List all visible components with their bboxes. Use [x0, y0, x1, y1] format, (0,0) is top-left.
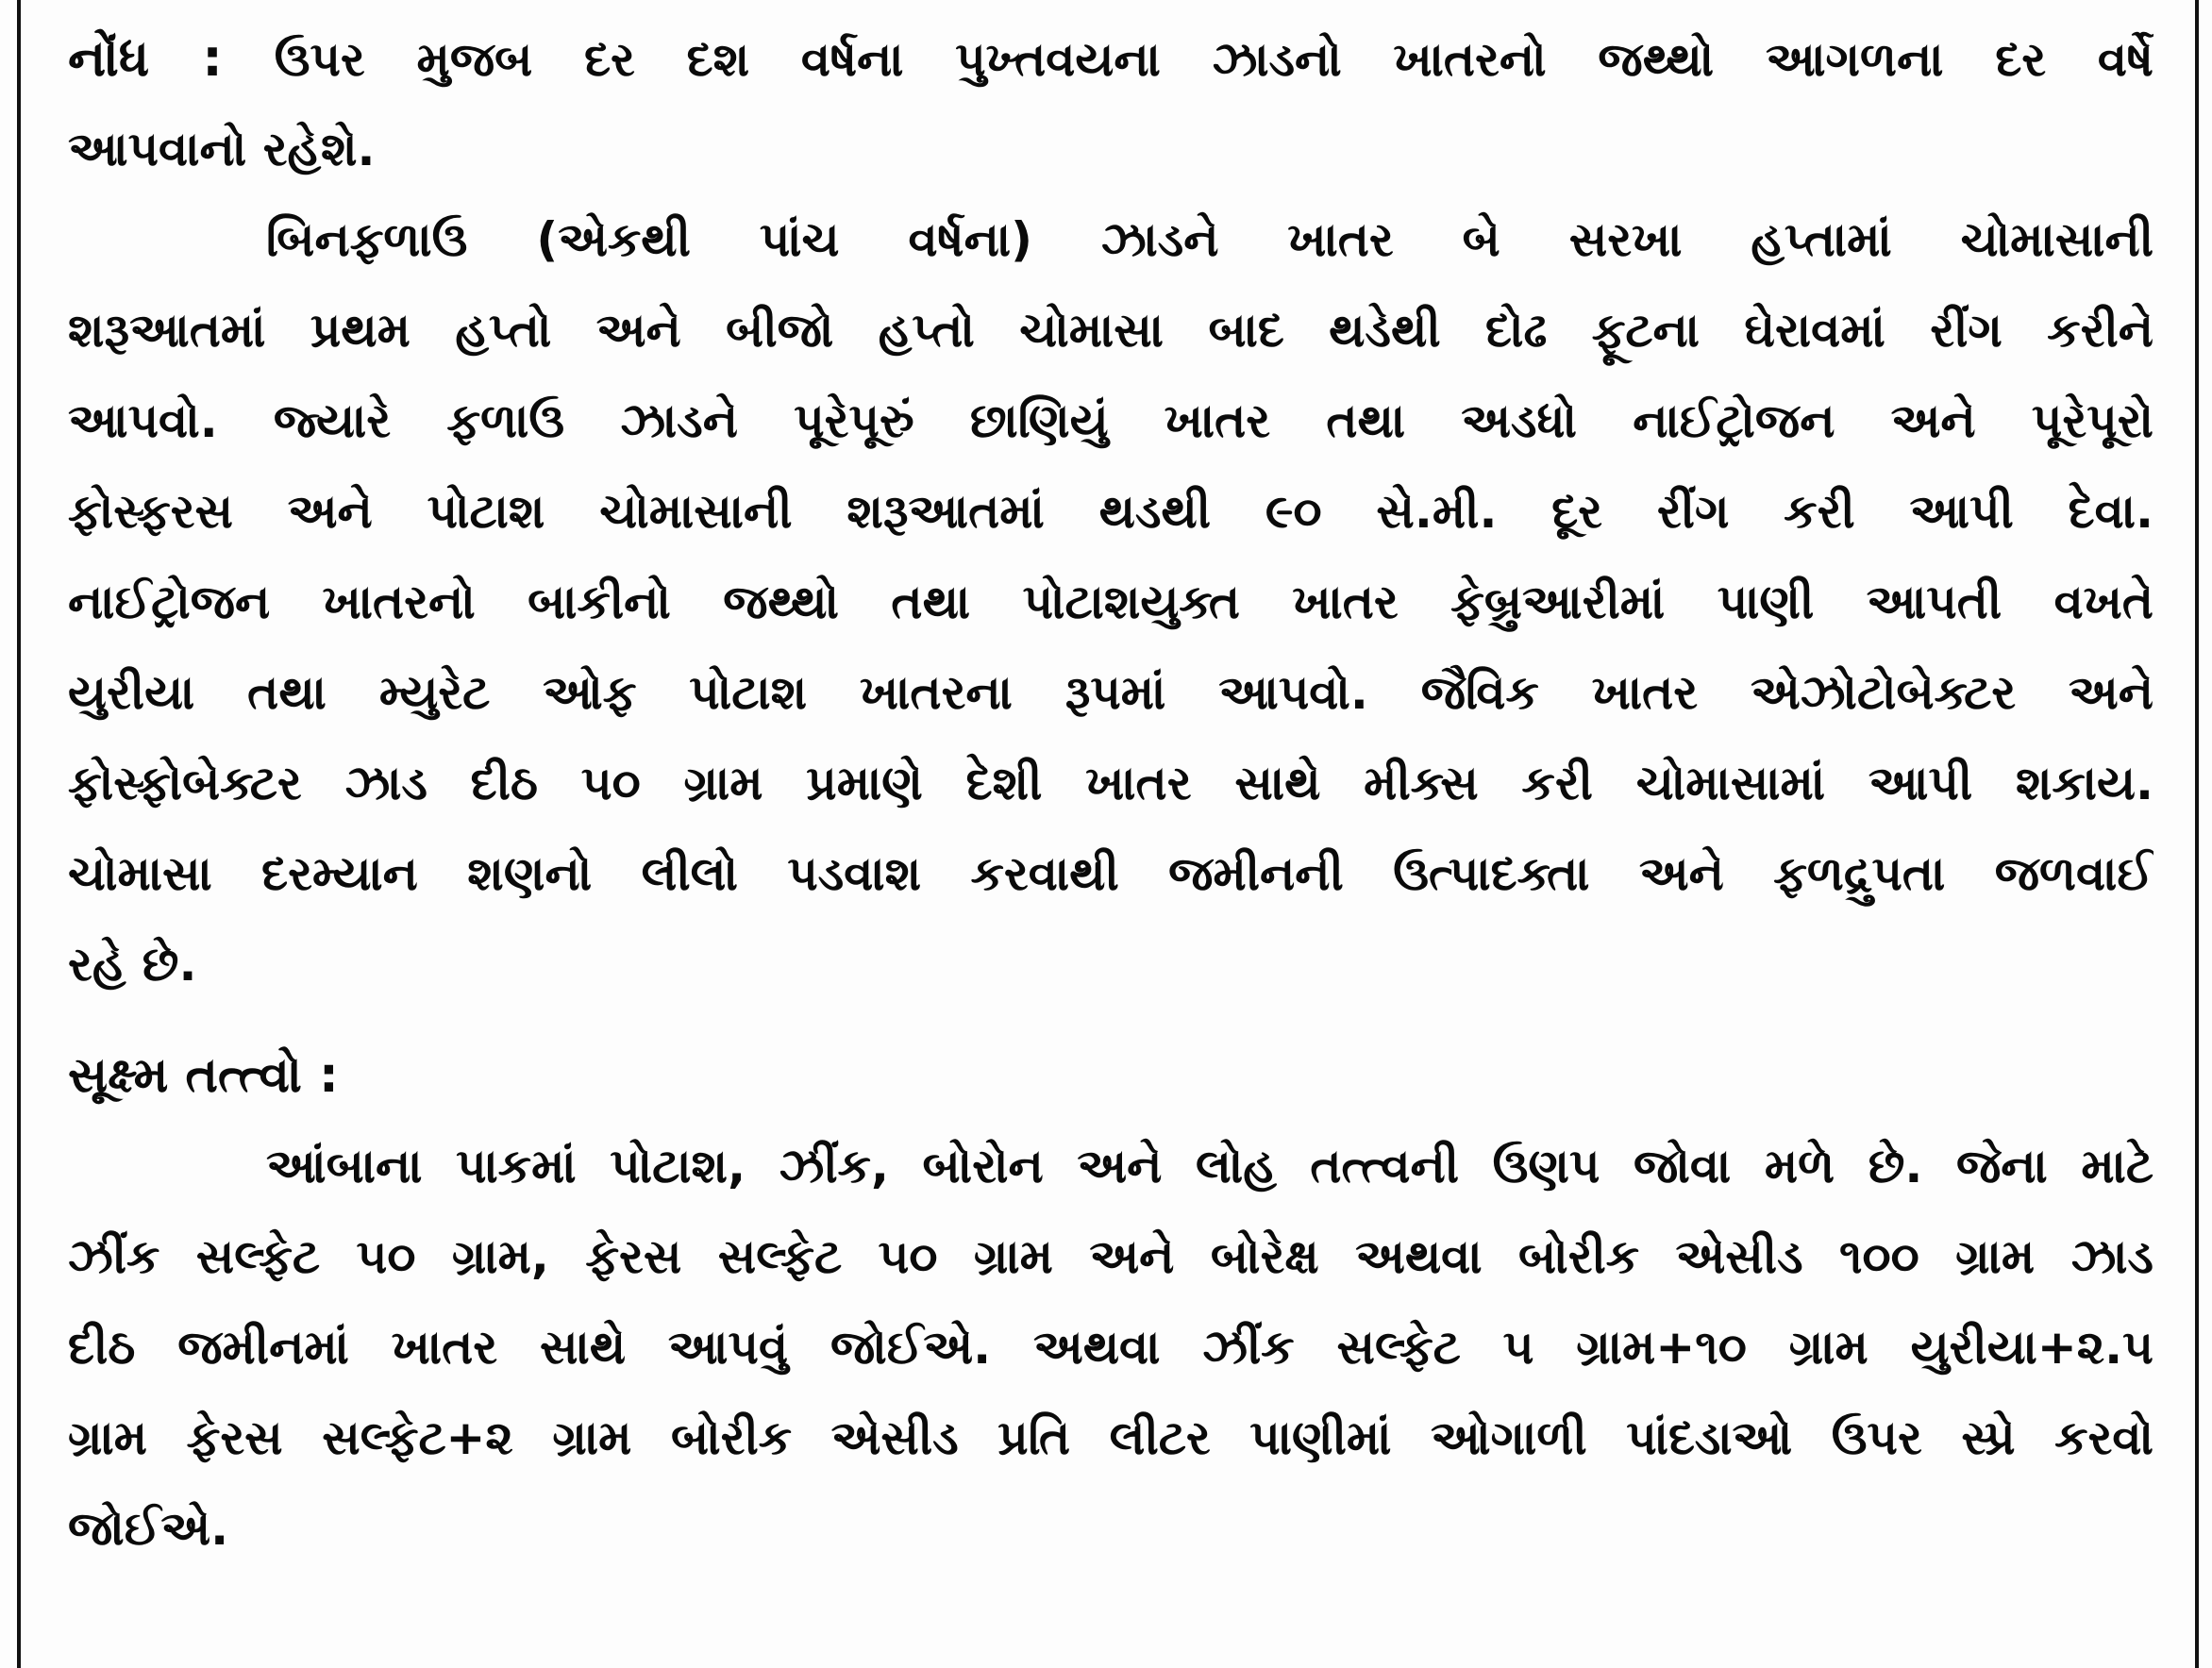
paragraph1-line-9: રહે છે.	[68, 937, 197, 992]
paragraph2-line-4: ગ્રામ ફેરસ સલ્ફેટ+૨ ગ્રામ બોરીક એસીડ પ્રતિ લીટર પાણીમાં ઓગાળી પાંદડાઓ ઉપર સ્પ્રે કરવો	[68, 1410, 2153, 1465]
paragraph1-line-3: આપવો. જ્યારે ફળાઉ ઝાડને પૂરેપૂરું છાણિયું ખાતર તથા અડધો નાઈટ્રોજન અને પૂરેપૂરો	[68, 393, 2153, 448]
note-line-2: આપવાનો રહેશે.	[68, 122, 376, 176]
paragraph-fertilizer	[68, 209, 2153, 1025]
paragraph-micronutrients	[68, 1136, 2153, 1589]
right-border-rule	[2195, 0, 2199, 1668]
paragraph1-line-6: યુરીયા તથા મ્યુરેટ ઓફ પોટાશ ખાતરના રૂપમાં આપવો. જૈવિક ખાતર એઝોટોબેક્ટર અને	[68, 665, 2153, 720]
paragraph2-line-3: દીઠ જમીનમાં ખાતર સાથે આપવું જોઈએ. અથવા ઝીંક સલ્ફેટ ૫ ગ્રામ+૧૦ ગ્રામ યુરીયા+૨.૫	[68, 1320, 2153, 1375]
document-body	[68, 28, 2153, 1589]
paragraph2-line-5: જોઈએ.	[68, 1501, 229, 1556]
note-block	[68, 28, 2153, 209]
note-label: નોંધ :	[68, 28, 223, 88]
paragraph2-line-1: આંબાના પાકમાં પોટાશ, ઝીંક, બોરોન અને લોહ તત્ત્વની ઉણપ જોવા મળે છે. જેના માટે	[266, 1139, 2153, 1193]
note-line-1	[68, 28, 2153, 119]
paragraph1-line-8: ચોમાસા દરમ્યાન શણનો લીલો પડવાશ કરવાથી જમીનની ઉત્પાદક્તા અને ફળદ્રુપતા જળવાઈ	[68, 846, 2153, 901]
paragraph1-line-1: બિનફળાઉ (એકથી પાંચ વર્ષના) ઝાડને ખાતર બે સરખા હપ્તામાં ચોમાસાની	[266, 212, 2153, 267]
paragraph1-line-5: નાઈટ્રોજન ખાતરનો બાકીનો જથ્થો તથા પોટાશયુક્ત ખાતર ફેબ્રુઆરીમાં પાણી આપતી વખતે	[68, 575, 2153, 629]
left-border-rule	[17, 0, 21, 1668]
paragraph1-line-4: ફોસ્ફરસ અને પોટાશ ચોમાસાની શરૂઆતમાં થડથી ૯૦ સે.મી. દૂર રીંગ કરી આપી દેવા.	[68, 484, 2153, 539]
note-text-1: ઉપર મુજબ દર દશ વર્ષના પુખ્તવયના ઝાડનો ખાતરનો જથ્થો આગળના દર વર્ષે	[274, 32, 2153, 87]
paragraph1-line-2: શરૂઆતમાં પ્રથમ હપ્તો અને બીજો હપ્તો ચોમાસા બાદ થડેથી દોઢ ફૂટના ઘેરાવમાં રીંગ કરીને	[68, 303, 2153, 358]
section-heading-micronutrients: સૂક્ષ્મ તત્ત્વો :	[68, 1047, 339, 1104]
paragraph2-line-2: ઝીંક સલ્ફેટ ૫૦ ગ્રામ, ફેરસ સલ્ફેટ ૫૦ ગ્રામ અને બોરેક્ષ અથવા બોરીક એસીડ ૧૦૦ ગ્રામ ઝાડ	[68, 1229, 2153, 1284]
paragraph1-line-7: ફોસ્ફોબેક્ટર ઝાડ દીઠ ૫૦ ગ્રામ પ્રમાણે દેશી ખાતર સાથે મીક્સ કરી ચોમાસામાં આપી શકાય.	[68, 756, 2153, 810]
